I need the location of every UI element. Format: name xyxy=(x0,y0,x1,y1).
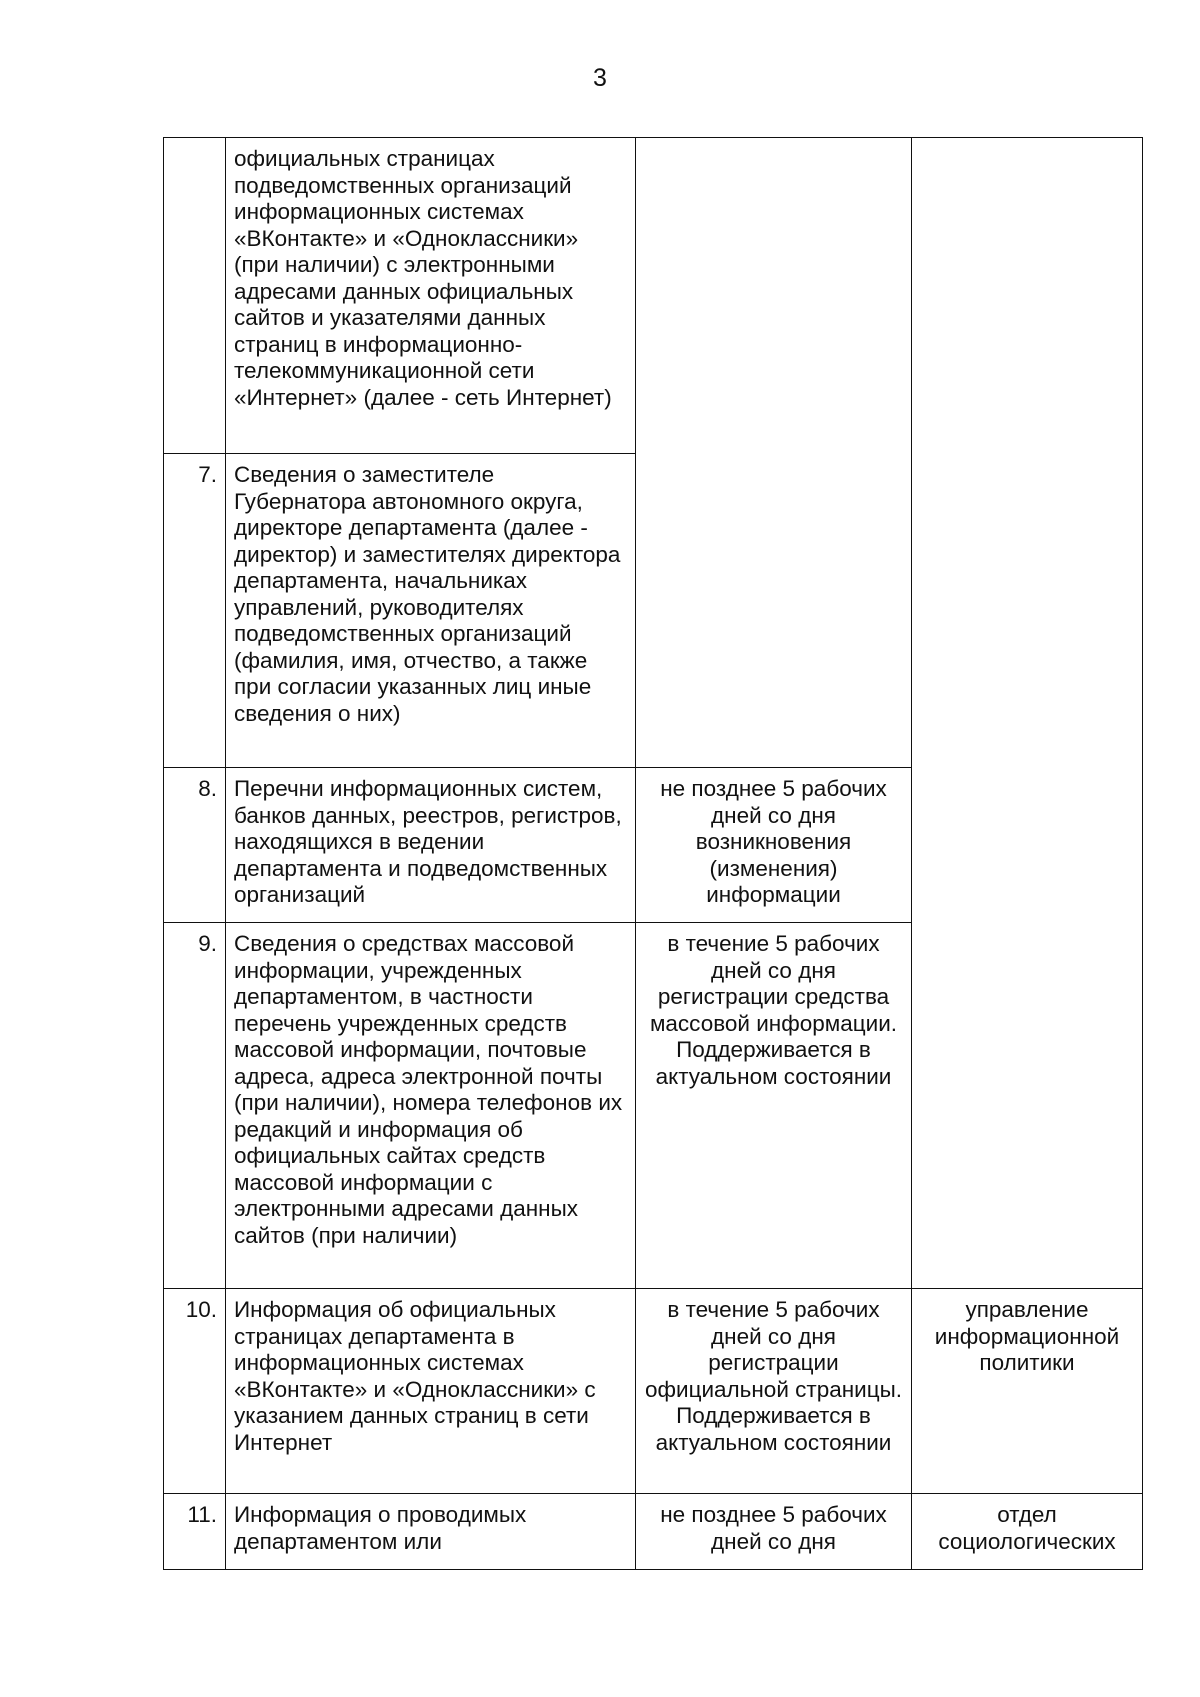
row-term xyxy=(636,138,912,768)
row-term: в течение 5 рабочих дней со дня регистрации официальной страницы. Поддерживается в актуальном состоянии xyxy=(636,1289,912,1494)
row-description: Информация о проводимых департаментом или xyxy=(226,1494,636,1570)
row-description: Сведения о заместителе Губернатора автономного округа, директоре департамента (далее - директор) и заместителях директора департамента, начальниках управлений, руководителях подведомственных организаций (фамилия, имя, отчество, а также при согласии указанных лиц иные сведения о них) xyxy=(226,454,636,768)
row-term: в течение 5 рабочих дней со дня регистрации средства массовой информации. Поддерживается в актуальном состоянии xyxy=(636,923,912,1289)
row-department: управление информационной политики xyxy=(912,1289,1143,1494)
row-description: официальных страницах подведомственных организаций информационных системах «ВКонтакте» и «Одноклассники» (при наличии) с электронными адресами данных официальных сайтов и указателями данных страниц в информационно-телекоммуникационной сети «Интернет» (далее - сеть Интернет) xyxy=(226,138,636,454)
table-row xyxy=(164,138,1143,454)
row-department: отдел социологических xyxy=(912,1494,1143,1570)
row-number: 11. xyxy=(164,1494,226,1570)
row-number xyxy=(164,138,226,454)
information-table xyxy=(163,137,1143,1570)
page-number: 3 xyxy=(593,64,607,92)
row-term: не позднее 5 рабочих дней со дня xyxy=(636,1494,912,1570)
row-description: Сведения о средствах массовой информации, учрежденных департаментом, в частности перечень учрежденных средств массовой информации, почтовые адреса, адреса электронной почты (при наличии), номера телефонов их редакций и информация об официальных сайтах средств массовой информации с электронными адресами данных сайтов (при наличии) xyxy=(226,923,636,1289)
row-number: 9. xyxy=(164,923,226,1289)
row-term: не позднее 5 рабочих дней со дня возникновения (изменения) информации xyxy=(636,768,912,923)
table-row xyxy=(164,1289,1143,1494)
table-row xyxy=(164,1494,1143,1570)
row-department xyxy=(912,138,1143,1289)
row-number: 7. xyxy=(164,454,226,768)
row-description: Перечни информационных систем, банков данных, реестров, регистров, находящихся в ведении департамента и подведомственных организаций xyxy=(226,768,636,923)
row-number: 8. xyxy=(164,768,226,923)
row-description: Информация об официальных страницах департамента в информационных системах «ВКонтакте» и «Одноклассники» с указанием данных страниц в сети Интернет xyxy=(226,1289,636,1494)
row-number: 10. xyxy=(164,1289,226,1494)
